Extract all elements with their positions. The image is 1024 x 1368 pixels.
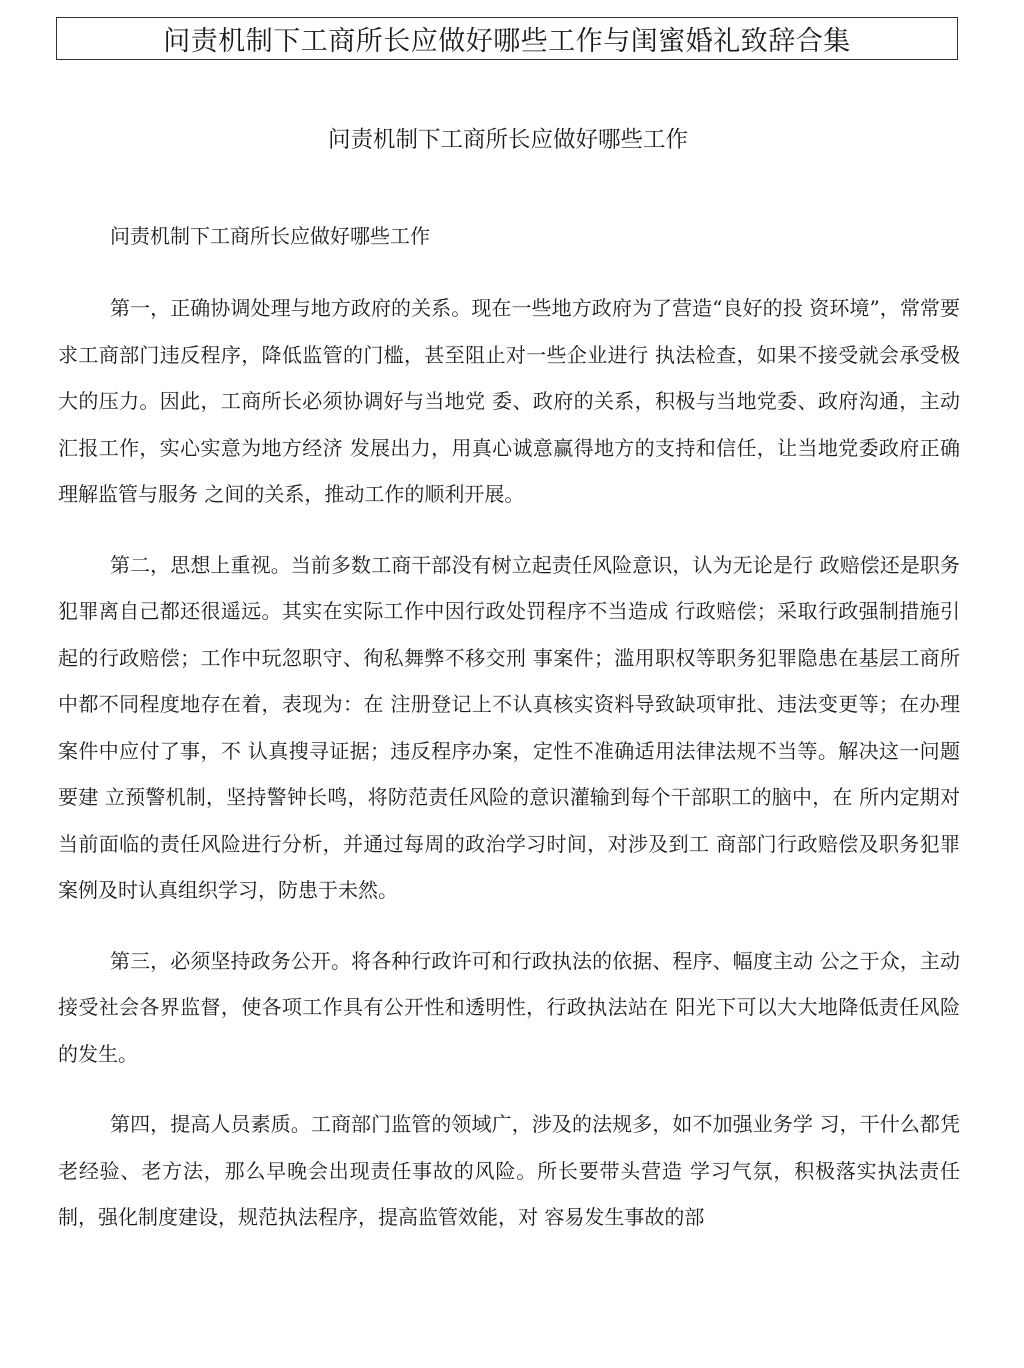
paragraph-1: 第一，正确协调处理与地方政府的关系。现在一些地方政府为了营造“良好的投 资环境”，常常要求工商部门违反程序，降低监管的门槛，甚至阻止对一些企业进行 执法检查，如果不接受就会承受极大的压力。因此，工商所长必须协调好与当地党 委、政府的关系，积极与当地党委、政府沟通，主动汇报工作，实心实意为地方经济 发展出力，用真心诚意赢得地方的支持和信任，让当地党委政府正确理解监管与服务 之间的关系，推动工作的顺利开展。 <box>58 296 960 506</box>
section-subheading: 问责机制下工商所长应做好哪些工作 <box>110 224 430 248</box>
paragraph-2: 第二，思想上重视。当前多数工商干部没有树立起责任风险意识，认为无论是行 政赔偿还是职务犯罪离自己都还很遥远。其实在实际工作中因行政处罚程序不当造成 行政赔偿；采取行政强制措施引起的行政赔偿；工作中玩忽职守、徇私舞弊不移交刑 事案件；滥用职权等职务犯罪隐患在基层工商所中都不同程度地存在着，表现为：在 注册登记上不认真核实资料导致缺项审批、违法变更等；在办理案件中应付了事，不 认真搜寻证据；违反程序办案，定性不准确适用法律法规不当等。解决这一问题要建 立预警机制，坚持警钟长鸣，将防范责任风险的意识灌输到每个干部职工的脑中，在 所内定期对当前面临的责任风险进行分析，并通过每周的政治学习时间，对涉及到工 商部门行政赔偿及职务犯罪案例及时认真组织学习，防患于未然。 <box>58 552 960 902</box>
header-title-box <box>56 17 958 60</box>
document-body <box>58 218 960 1265</box>
header-title: 问责机制下工商所长应做好哪些工作与闺蜜婚礼致辞合集 <box>163 26 851 57</box>
document-title: 问责机制下工商所长应做好哪些工作 <box>327 127 688 153</box>
paragraph-3: 第三，必须坚持政务公开。将各种行政许可和行政执法的依据、程序、幅度主动 公之于众，主动接受社会各界监督，使各项工作具有公开性和透明性，行政执法站在 阳光下可以大大地降低责任风险的发生。 <box>58 948 960 1066</box>
paragraph-4: 第四，提高人员素质。工商部门监管的领域广，涉及的法规多，如不加强业务学 习，干什么都凭老经验、老方法，那么早晚会出现责任事故的风险。所长要带头营造 学习气氛，积极落实执法责任制，强化制度建设，规范执法程序，提高监管效能，对 容易发生事故的部 <box>58 1112 960 1229</box>
